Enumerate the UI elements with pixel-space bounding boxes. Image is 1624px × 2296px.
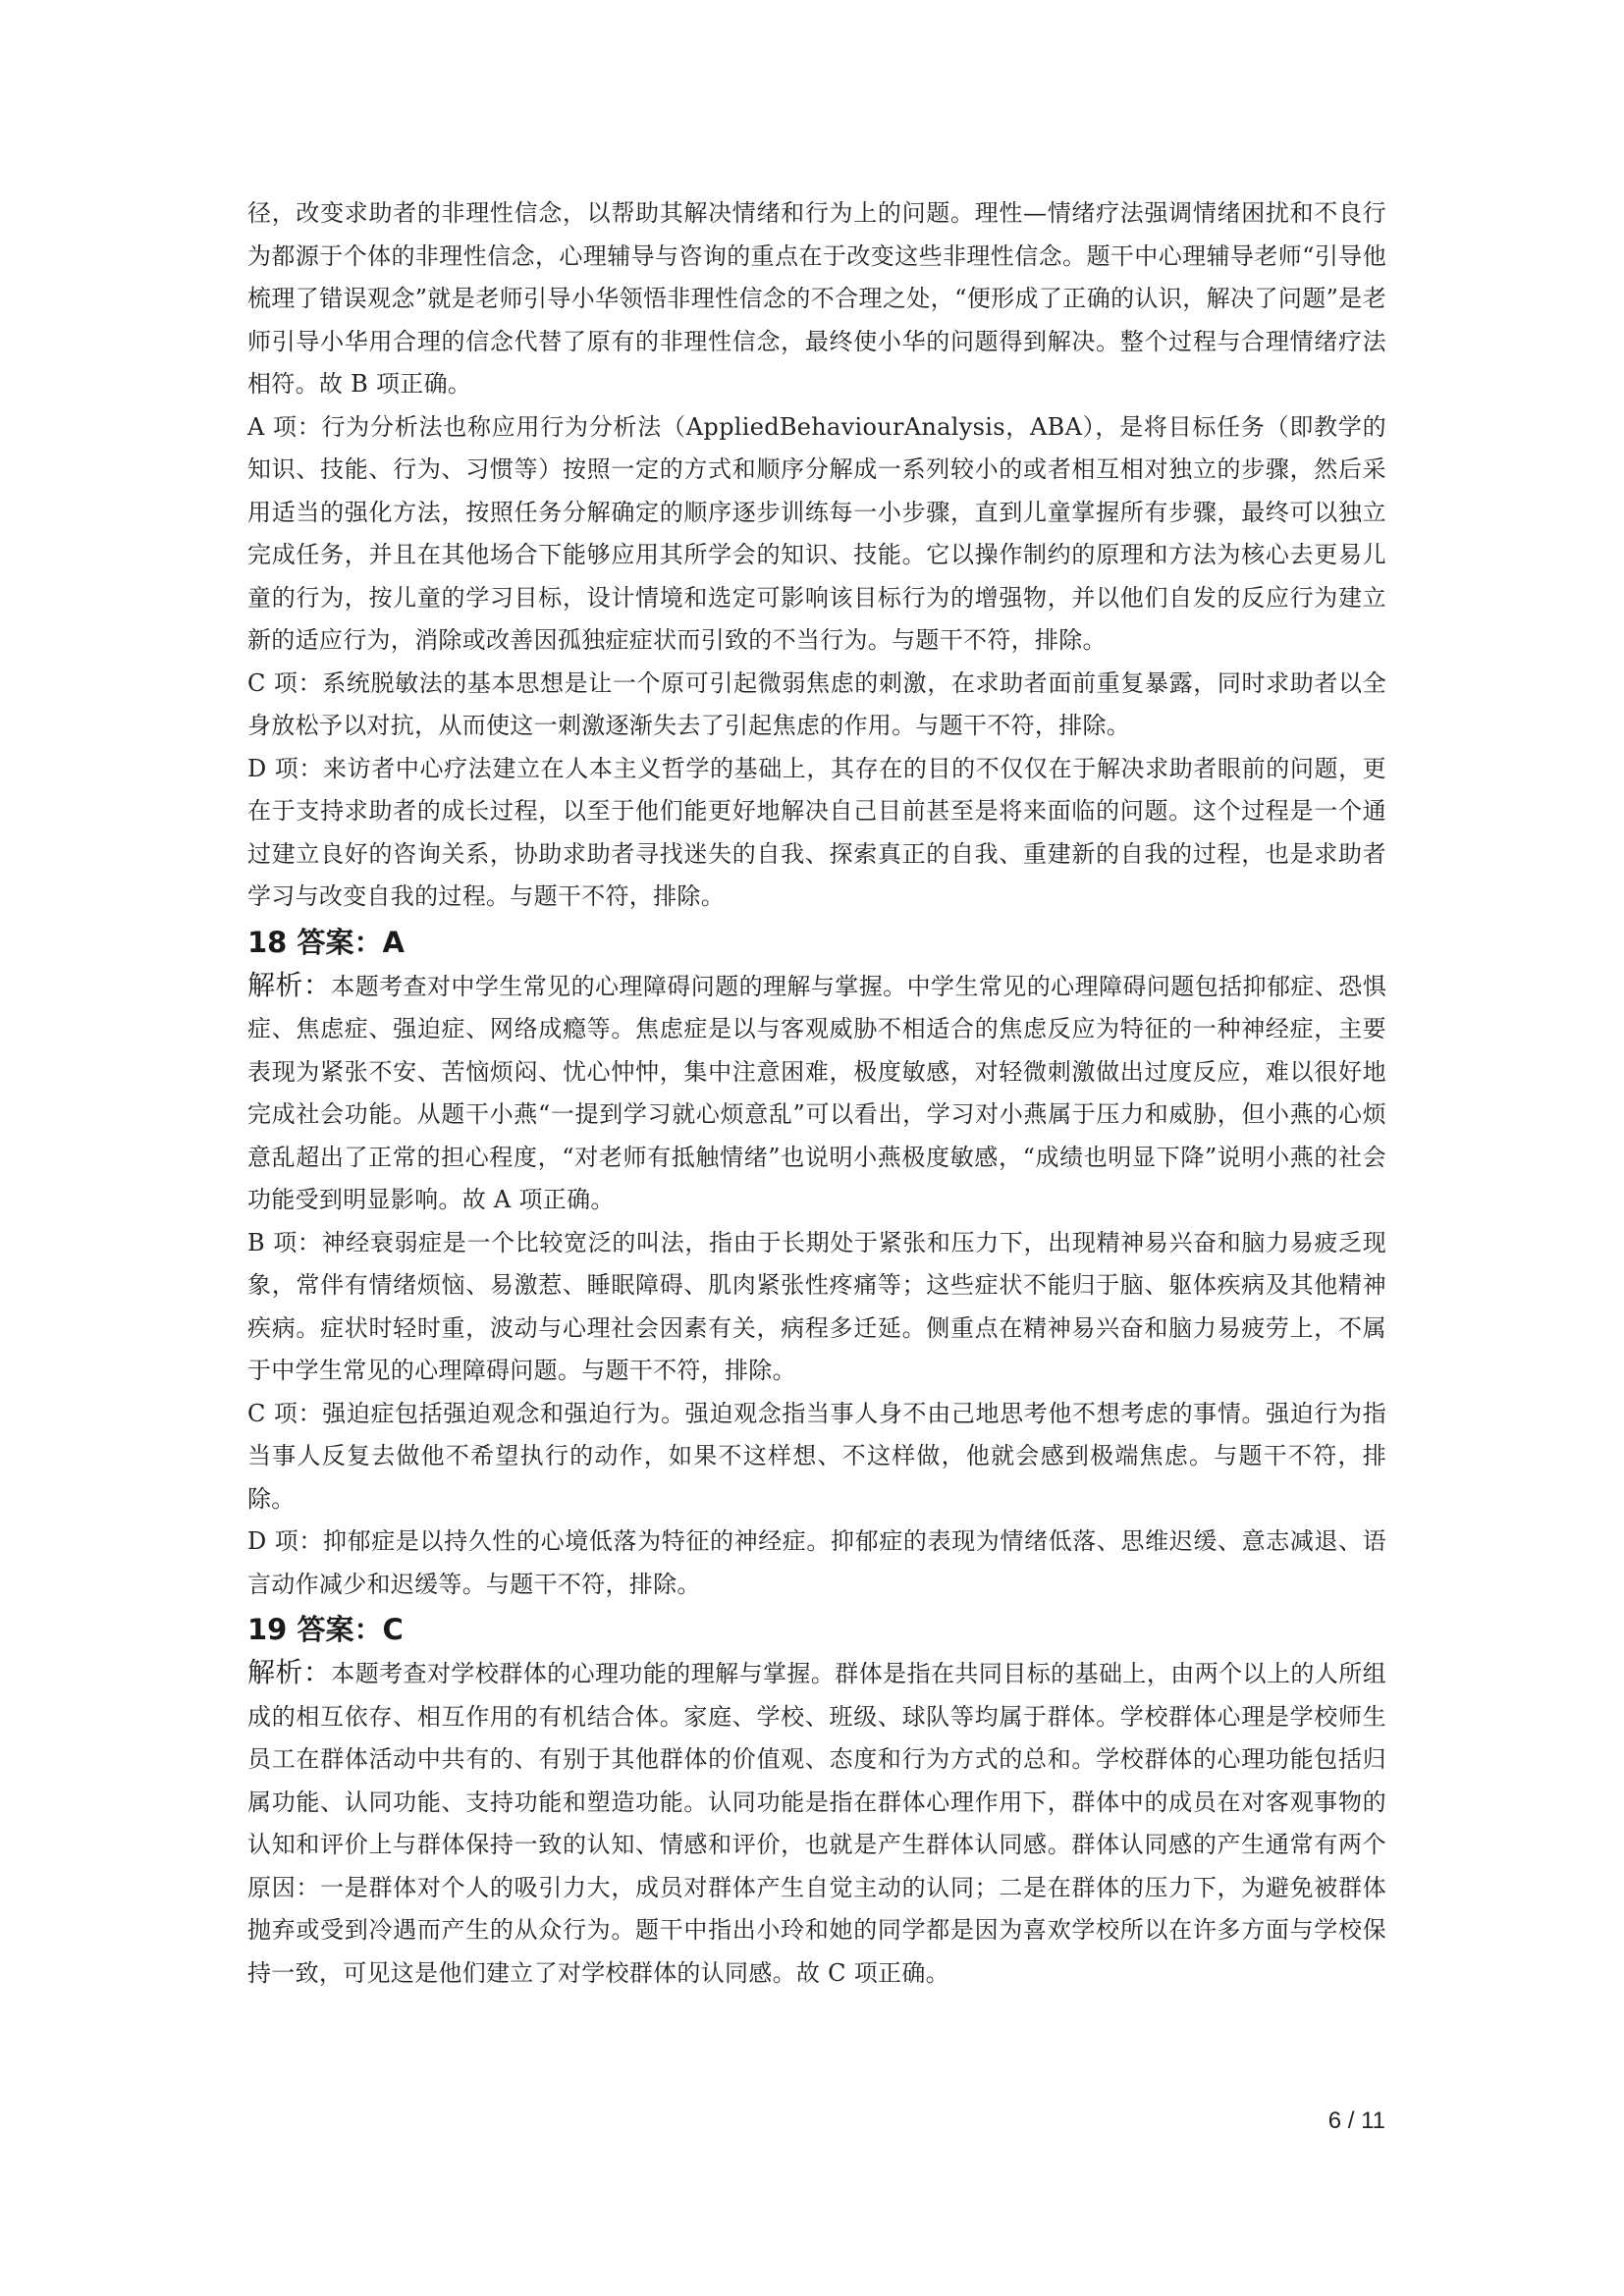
q18-answer-heading: 18 答案：A (247, 925, 405, 959)
page-content (247, 192, 1386, 1995)
q18-option-d: D 项：抑郁症是以持久性的心境低落为特征的神经症。抑郁症的表现为情绪低落、思维迟缓、意志减退、语言动作减少和迟缓等。与题干不符，排除。 (247, 1527, 1386, 1598)
q18-analysis (247, 964, 1386, 1222)
q17-analysis-continuation: 径，改变求助者的非理性信念，以帮助其解决情绪和行为上的问题。理性—情绪疗法强调情绪困扰和不良行为都源于个体的非理性信念，心理辅导与咨询的重点在于改变这些非理性信念。题干中心理辅导老师“引导他梳理了错误观念”就是老师引导小华领悟非理性信念的不合理之处，“便形成了正确的认识，解决了问题”是老师引导小华用合理的信念代替了原有的非理性信念，最终使小华的问题得到解决。整个过程与合理情绪疗法相符。故 B 项正确。 (247, 199, 1386, 398)
q18-option-c: C 项：强迫症包括强迫观念和强迫行为。强迫观念指当事人身不由己地思考他不想考虑的事情。强迫行为指当事人反复去做他不希望执行的动作，如果不这样想、不这样做，他就会感到极端焦虑。与题干不符，排除。 (247, 1399, 1386, 1513)
q19-analysis-label: 解析： (247, 1656, 332, 1688)
q18-analysis-text: 本题考查对中学生常见的心理障碍问题的理解与掌握。中学生常见的心理障碍问题包括抑郁症、恐惧症、焦虑症、强迫症、网络成瘾等。焦虑症是以与客观威胁不相适合的焦虑反应为特征的一种神经症，主要表现为紧张不安、苦恼烦闷、忧心忡忡，集中注意困难，极度敏感，对轻微刺激做出过度反应，难以很好地完成社会功能。从题干小燕“一提到学习就心烦意乱”可以看出，学习对小燕属于压力和威胁，但小燕的心烦意乱超出了正常的担心程度，“对老师有抵触情绪”也说明小燕极度敏感，“成绩也明显下降”说明小燕的社会功能受到明显影响。故 A 项正确。 (247, 972, 1386, 1213)
page-number: 6 / 11 (1327, 2108, 1385, 2134)
q18-option-b: B 项：神经衰弱症是一个比较宽泛的叫法，指由于长期处于紧张和压力下，出现精神易兴奋和脑力易疲乏现象，常伴有情绪烦恼、易激惹、睡眠障碍、肌肉紧张性疼痛等；这些症状不能归于脑、躯体疾病及其他精神疾病。症状时轻时重，波动与心理社会因素有关，病程多迁延。侧重点在精神易兴奋和脑力易疲劳上，不属于中学生常见的心理障碍问题。与题干不符，排除。 (247, 1228, 1386, 1384)
q19-analysis-text: 本题考查对学校群体的心理功能的理解与掌握。群体是指在共同目标的基础上，由两个以上的人所组成的相互依存、相互作用的有机结合体。家庭、学校、班级、球队等均属于群体。学校群体心理是学校师生员工在群体活动中共有的、有别于其他群体的价值观、态度和行为方式的总和。学校群体的心理功能包括归属功能、认同功能、支持功能和塑造功能。认同功能是指在群体心理作用下，群体中的成员在对客观事物的认知和评价上与群体保持一致的认知、情感和评价，也就是产生群体认同感。群体认同感的产生通常有两个原因：一是群体对个人的吸引力大，成员对群体产生自觉主动的认同；二是在群体的压力下，为避免被群体抛弃或受到冷遇而产生的从众行为。题干中指出小玲和她的同学都是因为喜欢学校所以在许多方面与学校保持一致，可见这是他们建立了对学校群体的认同感。故 C 项正确。 (247, 1660, 1386, 1987)
q18-analysis-label: 解析： (247, 968, 332, 1001)
q17-option-c: C 项：系统脱敏法的基本思想是让一个原可引起微弱焦虑的刺激，在求助者面前重复暴露，同时求助者以全身放松予以对抗，从而使这一刺激逐渐失去了引起焦虑的作用。与题干不符，排除。 (247, 668, 1386, 739)
q19-analysis (247, 1651, 1386, 1995)
q17-option-d: D 项：来访者中心疗法建立在人本主义哲学的基础上，其存在的目的不仅仅在于解决求助者眼前的问题，更在于支持求助者的成长过程，以至于他们能更好地解决自己目前甚至是将来面临的问题。这个过程是一个通过建立良好的咨询关系，协助求助者寻找迷失的自我、探索真正的自我、重建新的自我的过程，也是求助者学习与改变自我的过程。与题干不符，排除。 (247, 754, 1386, 910)
q19-answer-heading: 19 答案：C (247, 1613, 404, 1646)
q17-option-a: A 项：行为分析法也称应用行为分析法（AppliedBehaviourAnalysis，ABA），是将目标任务（即教学的知识、技能、行为、习惯等）按照一定的方式和顺序分解成一系列较小的或者相互相对独立的步骤，然后采用适当的强化方法，按照任务分解确定的顺序逐步训练每一小步骤，直到儿童掌握所有步骤，最终可以独立完成任务，并且在其他场合下能够应用其所学会的知识、技能。它以操作制约的原理和方法为核心去更易儿童的行为，按儿童的学习目标，设计情境和选定可影响该目标行为的增强物，并以他们自发的反应行为建立新的适应行为，消除或改善因孤独症症状而引致的不当行为。与题干不符，排除。 (247, 412, 1386, 654)
